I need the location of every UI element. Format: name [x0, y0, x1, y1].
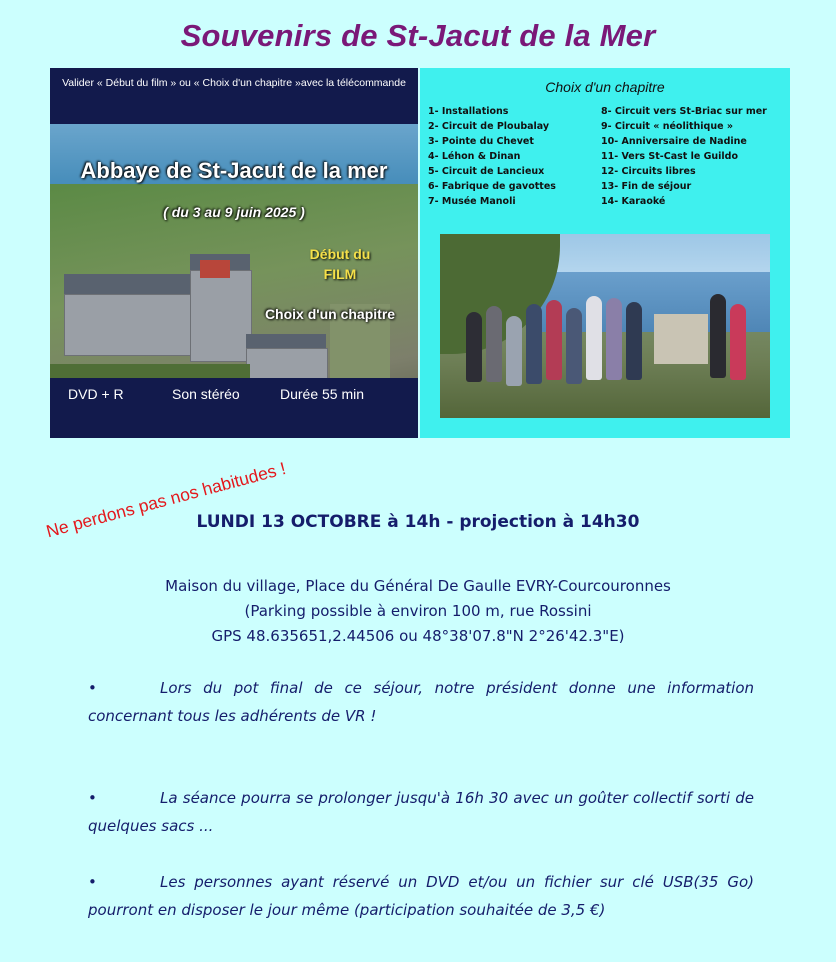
- dvd-instructions: Valider « Début du film » ou « Choix d'un chapitre »avec la télécommande: [62, 77, 406, 89]
- chapter-panel: [420, 68, 790, 438]
- person: [730, 304, 746, 380]
- tennis-court: [200, 260, 230, 278]
- chapter-item[interactable]: 8- Circuit vers St-Briac sur mer: [601, 106, 767, 117]
- chapter-item[interactable]: 5- Circuit de Lancieux: [428, 166, 545, 177]
- event-headline: LUNDI 13 OCTOBRE à 14h - projection à 14h30: [196, 512, 640, 532]
- start-film-line2: FILM: [323, 266, 357, 282]
- bullet-symbol: •: [88, 789, 97, 807]
- slogan: Ne perdons pas nos habitudes !: [44, 458, 288, 542]
- info-bullet: [88, 868, 754, 924]
- chapter-item[interactable]: 10- Anniversaire de Nadine: [601, 136, 747, 147]
- chapter-choice-menu[interactable]: Choix d'un chapitre: [264, 306, 396, 322]
- person: [506, 316, 522, 386]
- bullet-text: Les personnes ayant réservé un DVD et/ou un fichier sur clé USB(35 Go) pourront en disposer le jour même (participation souhaitée de 3,5 €): [88, 873, 754, 919]
- person: [486, 306, 502, 382]
- address-line3: GPS 48.635651,2.44506 ou 48°38'07.8"N 2°26'42.3"E): [211, 627, 625, 645]
- chapter-item[interactable]: 4- Léhon & Dinan: [428, 151, 521, 162]
- film-title: Abbaye de St-Jacut de la mer: [80, 158, 388, 183]
- film-dates: ( du 3 au 9 juin 2025 ): [163, 204, 305, 220]
- bullet-text: La séance pourra se prolonger jusqu'à 16h 30 avec un goûter collectif sorti de quelques sacs ...: [88, 789, 754, 835]
- dvd-duration: Durée 55 min: [280, 386, 365, 402]
- address-line1: Maison du village, Place du Général De Gaulle EVRY-Courcouronnes: [165, 577, 671, 595]
- chapter-item[interactable]: 6- Fabrique de gavottes: [428, 181, 556, 192]
- chapter-item[interactable]: 1- Installations: [428, 106, 509, 117]
- chapter-list-right: [601, 104, 767, 209]
- chapter-item[interactable]: 3- Pointe du Chevet: [428, 136, 534, 147]
- dvd-format: DVD + R: [68, 386, 124, 402]
- dvd-sound: Son stéréo: [172, 386, 240, 402]
- event-address: [0, 574, 836, 649]
- info-bullet: [88, 784, 754, 840]
- person: [606, 298, 622, 380]
- person: [546, 300, 562, 380]
- chapter-item[interactable]: 2- Circuit de Ploubalay: [428, 121, 550, 132]
- person: [710, 294, 726, 378]
- page-title: Souvenirs de St-Jacut de la Mer: [180, 18, 656, 53]
- person: [626, 302, 642, 380]
- bullet-symbol: •: [88, 679, 97, 697]
- info-bullet: [88, 674, 754, 730]
- bullet-symbol: •: [88, 873, 97, 891]
- person: [526, 304, 542, 384]
- person: [466, 312, 482, 382]
- address-line2: (Parking possible à environ 100 m, rue Rossini: [244, 602, 592, 620]
- chapter-item[interactable]: 7- Musée Manoli: [428, 196, 516, 207]
- group-photo: [440, 234, 770, 418]
- monument: [654, 314, 708, 364]
- chapter-panel-title: Choix d'un chapitre: [545, 79, 665, 95]
- chapter-item[interactable]: 11- Vers St-Cast le Guildo: [601, 151, 739, 162]
- start-film-menu[interactable]: [290, 244, 390, 284]
- person: [566, 308, 582, 384]
- chapter-list-left: [428, 104, 556, 209]
- chapter-item[interactable]: 13- Fin de séjour: [601, 181, 692, 192]
- chapter-item[interactable]: 12- Circuits libres: [601, 166, 696, 177]
- chapter-item[interactable]: 14- Karaoké: [601, 196, 666, 207]
- chapter-item[interactable]: 9- Circuit « néolithique »: [601, 121, 733, 132]
- start-film-line1: Début du: [309, 246, 371, 262]
- bullet-text: Lors du pot final de ce séjour, notre président donne une information concernant tous les adhérents de VR !: [88, 679, 754, 725]
- dvd-cover: [50, 68, 418, 438]
- person: [586, 296, 602, 380]
